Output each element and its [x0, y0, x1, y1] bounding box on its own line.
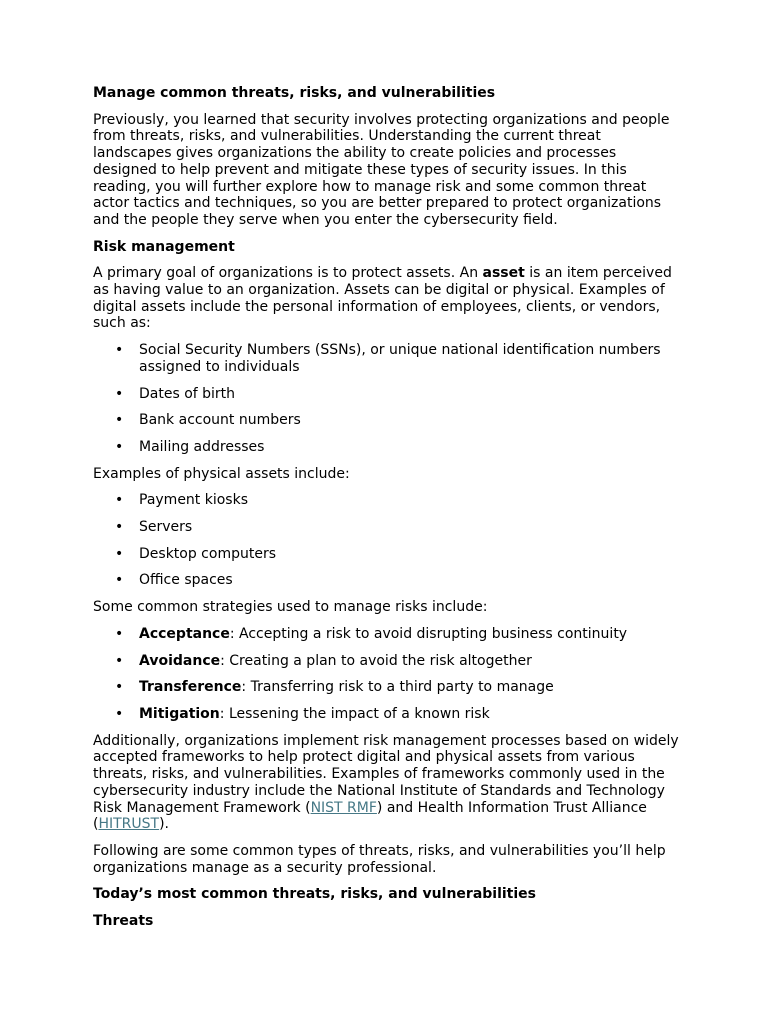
physical-assets-list	[93, 492, 683, 589]
asset-definition-before: A primary goal of organizations is to protect assets. An	[93, 265, 483, 282]
list-item: • Payment kiosks	[115, 492, 248, 509]
physical-assets-intro: Examples of physical assets include:	[93, 465, 350, 482]
bullet: •	[115, 625, 124, 642]
digital-assets-list	[93, 342, 683, 456]
strategy-term: Acceptance	[139, 625, 230, 642]
asset-term: asset	[482, 265, 525, 282]
threats-heading: Threats	[93, 913, 154, 930]
list-item: • Social Security Numbers (SSNs), or unique national identification numbers assigned to individuals	[115, 342, 661, 375]
document-title: Manage common threats, risks, and vulnerabilities	[93, 85, 496, 101]
list-item: • Mailing addresses	[115, 438, 265, 455]
strategy-term: Avoidance	[139, 652, 221, 669]
list-item: • Desktop computers	[115, 545, 276, 562]
risk-management-heading: Risk management	[93, 238, 235, 255]
strategy-description: : Lessening the impact of a known risk	[219, 705, 490, 722]
strategies-intro: Some common strategies used to manage risks include:	[93, 599, 488, 616]
nist-rmf-link[interactable]: NIST RMF	[310, 799, 377, 816]
common-threats-heading: Today’s most common threats, risks, and vulnerabilities	[93, 886, 537, 903]
bullet: •	[115, 519, 124, 536]
list-item	[115, 705, 683, 723]
list-item: • Dates of birth	[115, 385, 236, 402]
asset-definition-after: is an item perceived as having value to an organization. Assets can be digital or physical. Examples of digital assets include the personal information of employees, clients, or vendors, such as:	[93, 265, 672, 332]
strategy-term: Transference	[139, 679, 242, 696]
bullet: •	[115, 545, 124, 562]
bullet: •	[115, 342, 124, 359]
list-item: • Bank account numbers	[115, 412, 301, 429]
asset-definition-paragraph	[93, 265, 683, 332]
strategy-description: : Transferring risk to a third party to manage	[241, 679, 554, 696]
bullet: •	[115, 652, 124, 669]
bullet: •	[115, 572, 124, 589]
following-paragraph: Following are some common types of threats, risks, and vulnerabilities you’ll help organizations manage as a security professional.	[93, 842, 666, 876]
document-page	[93, 85, 683, 940]
bullet: •	[115, 385, 124, 402]
bullet: •	[115, 412, 124, 429]
strategies-list	[93, 626, 683, 723]
bullet: •	[115, 492, 124, 509]
hitrust-link[interactable]: HITRUST	[98, 816, 160, 833]
list-item: • Servers	[115, 519, 193, 536]
frameworks-paragraph: Additionally, organizations implement risk management processes based on widely accepted frameworks to help protect digital and physical assets from various threats, risks, and vulnerabilities. Examples of frameworks commonly used in the cybersecurity industry include the National Institute of Standards and Technology Risk Management Framework (NIST RMF) and Health Information Trust Alliance (HITRUST).	[93, 732, 679, 833]
list-item	[115, 652, 683, 670]
strategy-description: : Accepting a risk to avoid disrupting business continuity	[229, 625, 628, 642]
list-item: • Office spaces	[115, 572, 233, 589]
strategy-description: : Creating a plan to avoid the risk altogether	[220, 652, 532, 669]
bullet: •	[115, 438, 124, 455]
list-item	[115, 625, 683, 643]
intro-paragraph: Previously, you learned that security involves protecting organizations and people from threats, risks, and vulnerabilities. Understanding the current threat landscapes gives organizations the ability to create policies and processes designed to help prevent and mitigate these types of security issues. In this reading, you will further explore how to manage risk and some common threat actor tactics and techniques, so you are better prepared to protect organizations and the people they serve when you enter the cybersecurity field.	[93, 111, 670, 228]
bullet: •	[115, 705, 124, 722]
bullet: •	[115, 679, 124, 696]
list-item	[115, 679, 683, 696]
strategy-term: Mitigation	[139, 705, 220, 722]
